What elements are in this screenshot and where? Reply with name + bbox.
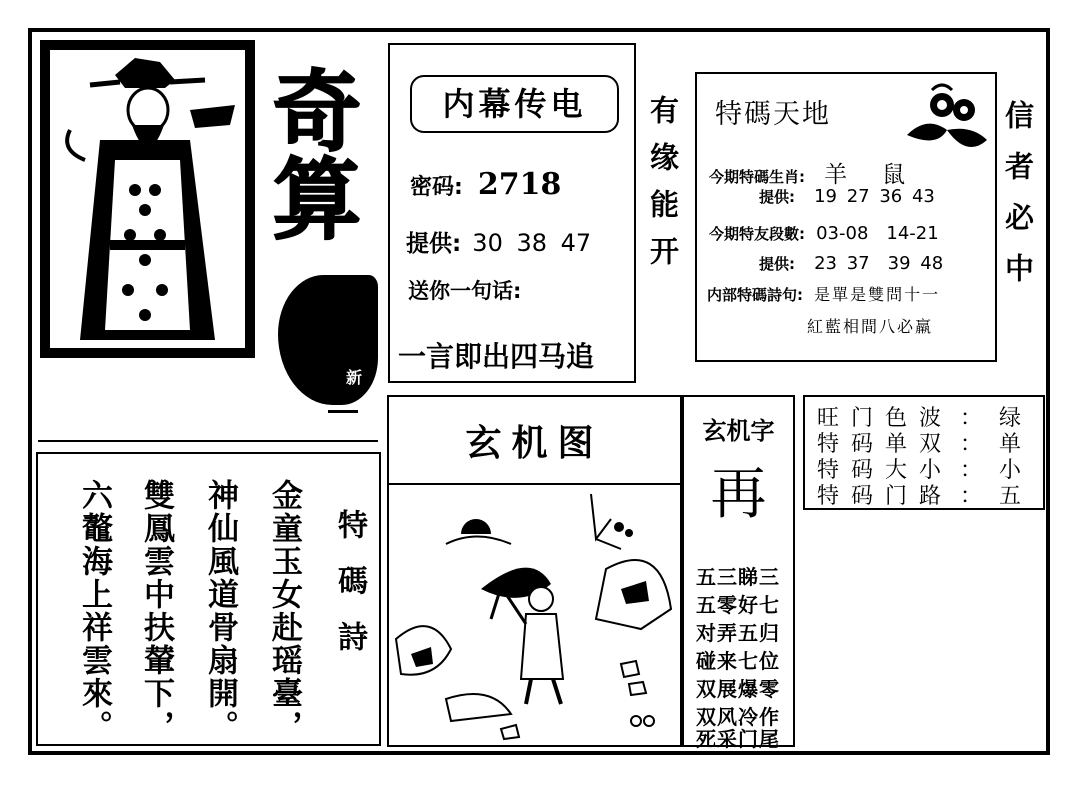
- tema-poem-line1: 是單是雙問十一: [814, 285, 941, 304]
- xuanjitu-box: [387, 395, 682, 747]
- stats-colon-1: ：: [960, 406, 983, 431]
- tema-tigong2-label: 提供:: [759, 255, 795, 273]
- shengxiao-label: 今期特碼生肖:: [709, 168, 805, 186]
- duanshu-label: 今期特友段數:: [709, 225, 805, 243]
- banner-title: 奇算: [259, 65, 362, 241]
- stats-colon-3: ：: [960, 458, 983, 483]
- xuanjizi-line-2: 五零好七: [696, 593, 780, 617]
- xuanjitu-title: 玄机图: [465, 423, 604, 464]
- tema-title: 特碼天地: [715, 99, 831, 130]
- neimu-box: [388, 43, 636, 383]
- tema-tigong1-label: 提供:: [759, 188, 795, 206]
- poem-line-1: 金童玉女赴瑶臺，: [266, 479, 302, 743]
- poem-line-2: 神仙風道骨扇開。: [202, 479, 238, 743]
- banner-blob: [278, 275, 378, 405]
- neimu-phrase: 一言即出四马追: [398, 340, 595, 373]
- tema-tigong1-value: 19 27 36 43: [814, 186, 935, 207]
- xuanjizi-char: 再: [710, 462, 767, 527]
- divider-line: [38, 440, 378, 442]
- tema-poem-line2: 紅藍相間八必羸: [807, 317, 934, 336]
- stats-box: [803, 395, 1045, 510]
- xuanjizi-line-4: 碰来七位: [696, 649, 780, 673]
- xinzhe-text: 信者必中: [1001, 100, 1035, 304]
- xuanjizi-line-6: 双风冷作: [696, 705, 780, 729]
- stats-label-3: 特码大小: [817, 458, 954, 483]
- xuanjizi-line-5: 双展爆零: [696, 677, 780, 701]
- banner-underline: [328, 410, 358, 413]
- flower-icon: [902, 80, 992, 160]
- god-figure-image: [40, 40, 255, 358]
- xuanjizi-title: 玄机字: [702, 417, 775, 445]
- duanshu-value: 03-08 14-21: [816, 223, 939, 244]
- neimu-title: 内幕传电: [410, 75, 619, 133]
- stats-label-1: 旺门色波: [817, 406, 954, 431]
- stats-value-2: 单: [999, 432, 1022, 457]
- stats-colon-2: ：: [960, 432, 983, 457]
- youyuan-text: 有缘能开: [646, 95, 680, 283]
- stats-value-3: 小: [999, 458, 1022, 483]
- stats-row: [817, 479, 1021, 510]
- xuanjizi-box: [682, 395, 795, 751]
- banner-small-text: 新: [346, 368, 363, 387]
- xuanjizi-line-1: 五三睇三: [696, 565, 780, 589]
- poem-label: 内部特碼詩句:: [707, 286, 803, 304]
- stats-value-1: 绿: [999, 406, 1022, 431]
- tema-tigong2-value: 23 37 39 48: [814, 253, 944, 274]
- poem-line-3: 雙鳳雲中扶輦下，: [138, 479, 174, 743]
- shengxiao-value: 羊 鼠: [824, 162, 912, 188]
- stats-label-4: 特码门路: [817, 484, 954, 509]
- banner-title-area: [258, 45, 378, 445]
- poem-box: [36, 452, 381, 746]
- stats-label-2: 特码单双: [817, 432, 954, 457]
- mima-label: 密码:: [410, 175, 463, 200]
- tema-box: [695, 72, 997, 362]
- neimu-tigong-value: 30 38 47: [472, 229, 592, 257]
- xuanjizi-line-3: 对弄五归: [696, 621, 780, 645]
- song-label: 送你一句话:: [408, 279, 522, 303]
- xuanjitu-title-divider: [389, 483, 680, 485]
- xuanjizi-line-7: 死采门尾: [696, 727, 780, 751]
- stats-colon-4: ：: [960, 484, 983, 509]
- stats-value-4: 五: [999, 484, 1022, 509]
- poem-title: 特碼詩: [332, 509, 367, 677]
- poem-line-4: 六鼇海上祥雲來。: [76, 479, 112, 743]
- mima-value: 2718: [477, 167, 562, 202]
- neimu-tigong-label: 提供:: [406, 231, 462, 257]
- xuanjitu-illustration: [391, 489, 678, 743]
